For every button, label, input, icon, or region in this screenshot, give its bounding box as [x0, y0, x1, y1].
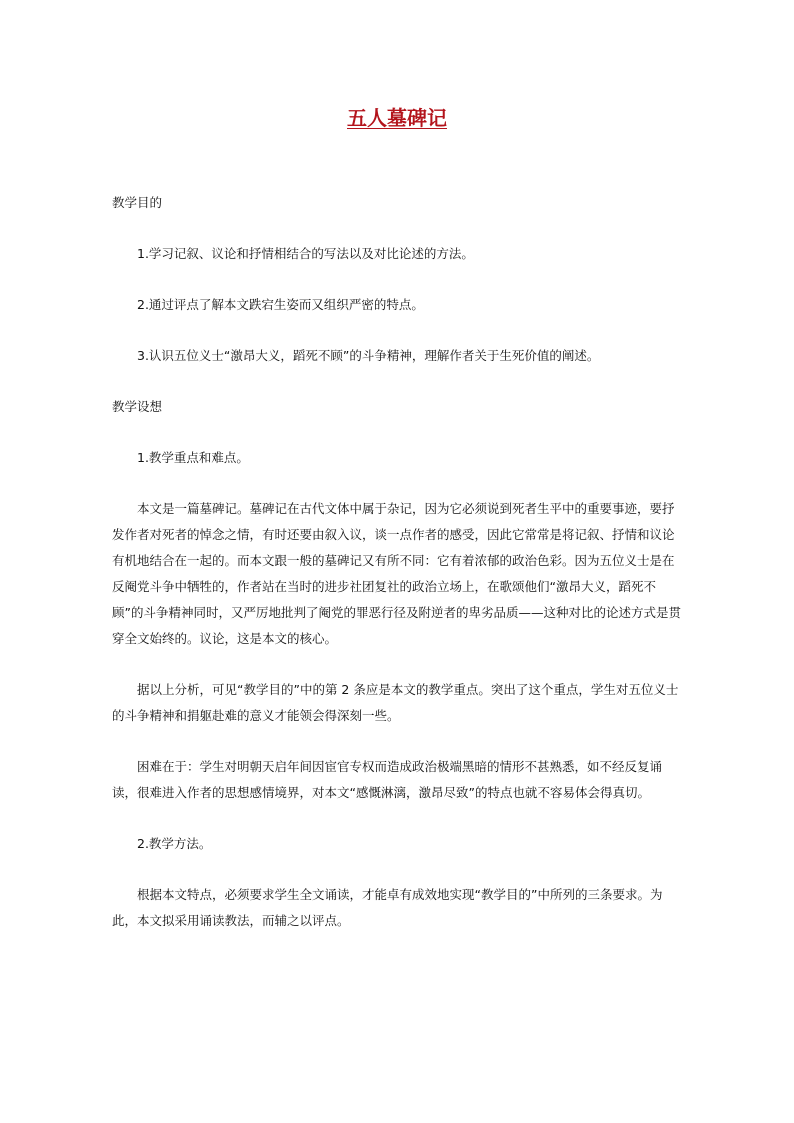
document-title-text: 五人墓碑记: [347, 106, 447, 130]
goal-item-3: 3.认识五位义士“激昂大义，蹈死不顾”的斗争精神，理解作者关于生死价值的阐述。: [137, 348, 600, 363]
document-title: [0, 104, 794, 132]
goal-item-2: 2.通过评点了解本文跌宕生姿而又组织严密的特点。: [137, 297, 424, 312]
document-body: [112, 190, 682, 959]
section-heading-teaching-plan: 教学设想: [112, 399, 163, 414]
paragraph-method: 根据本文特点，必须要求学生全文诵读，才能卓有成效地实现“教学目的”中所列的三条要求。为此，本文拟采用诵读教法，而辅之以评点。: [112, 887, 663, 928]
subheading-key-points: 1.教学重点和难点。: [137, 450, 249, 465]
goal-item-1: 1.学习记叙、议论和抒情相结合的写法以及对比论述的方法。: [137, 246, 474, 261]
paragraph-analysis: 本文是一篇墓碑记。墓碑记在古代文体中属于杂记，因为它必须说到死者生平中的重要事迹，要抒发作者对死者的悼念之情，有时还要由叙入议，谈一点作者的感受，因此它常常是将记叙、抒情和议论有机地结合在一起的。而本文跟一般的墓碑记又有所不同：它有着浓郁的政治色彩。因为五位义士是在反阉党斗争中牺牲的，作者站在当时的进步社团复社的政治立场上，在歌颂他们“激昂大义，蹈死不顾”的斗争精神同时，又严厉地批判了阉党的罪恶行径及附逆者的卑劣品质——这种对比的论述方式是贯穿全文始终的。议论，这是本文的核心。: [112, 501, 681, 646]
section-heading-teaching-goals: 教学目的: [112, 195, 163, 210]
subheading-teaching-method: 2.教学方法。: [137, 836, 212, 851]
paragraph-focus: 据以上分析，可见“教学目的”中的第 2 条应是本文的教学重点。突出了这个重点，学生对五位义士的斗争精神和捐躯赴难的意义才能领会得深刻一些。: [112, 682, 679, 723]
paragraph-difficulty: 困难在于：学生对明朝天启年间因宦官专权而造成政治极端黑暗的情形不甚熟悉，如不经反复诵读，很难进入作者的思想感情境界，对本文“感慨淋漓，激昂尽致”的特点也就不容易体会得真切。: [112, 759, 663, 800]
